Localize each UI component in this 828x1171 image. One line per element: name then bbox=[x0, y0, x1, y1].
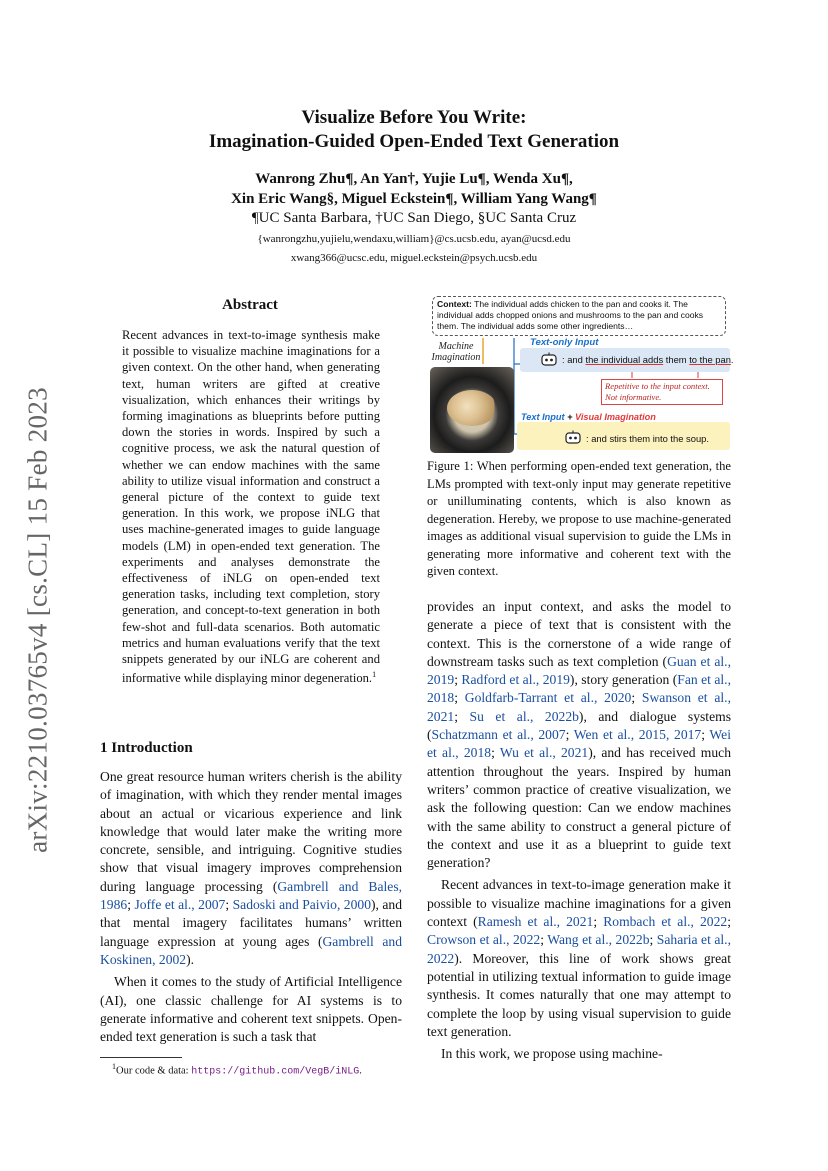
citation-link[interactable]: Su et al., 2022b bbox=[469, 708, 579, 724]
citation-link[interactable]: Schatzmann et al., 2007 bbox=[431, 727, 566, 743]
code-link[interactable]: https://github.com/VegB/iNLG bbox=[191, 1066, 360, 1078]
paragraph-text: ; bbox=[454, 708, 470, 724]
robot-icon bbox=[540, 352, 558, 366]
citation-link[interactable]: Sadoski and Paivio, 2000 bbox=[232, 897, 371, 913]
paragraph-text: ), and has received much attention throughout the years. Inspired by human writers’ common practice of creative visualization, we ask the following question: Can we endow machines with the same ability to construct a general picture of the context and use it as a blueprint to guide text generation? bbox=[427, 745, 732, 871]
footnote-rule bbox=[100, 1057, 182, 1058]
citation-link[interactable]: Gambrell and Koskinen, 2002 bbox=[100, 933, 402, 967]
citation-link[interactable]: Wang et al., 2022b bbox=[547, 932, 650, 948]
chicken-dish-image bbox=[447, 390, 497, 426]
paper-title-line1: Visualize Before You Write: bbox=[301, 107, 527, 128]
paragraph-text: One great resource human writers cherish is the ability of imagination, with which they render mental images about an actual or vicarious experience and link knowledge that would later make the writing more concrete, sensible, and intriguing. Cognitive studies show that visual imagery improves comprehension during language processing ( bbox=[100, 769, 402, 894]
citation-link[interactable]: Goldfarb-Tarrant et al., 2020 bbox=[464, 690, 632, 706]
emails-line1: {wanrongzhu,yujielu,wendaxu,william}@cs.ucsb.edu, ayan@ucsd.edu bbox=[257, 233, 571, 245]
paper-title-line2: Imagination-Guided Open-Ended Text Generation bbox=[208, 131, 620, 152]
footnote-text: Our code & data: bbox=[116, 1065, 192, 1077]
paragraph-text: ), story generation ( bbox=[569, 672, 678, 688]
citation-link[interactable]: Guan et al., 2019 bbox=[427, 653, 731, 688]
paragraph-text: ), and that mental imagery facilitates humans’ written language expression at young ages ( bbox=[100, 897, 403, 949]
affiliations: ¶UC Santa Barbara, †UC San Diego, §UC Santa Cruz bbox=[251, 210, 577, 226]
citation-link[interactable]: Ramesh et al., 2021 bbox=[477, 914, 594, 930]
paragraph-text: ), and dialogue systems ( bbox=[427, 708, 731, 743]
citation-link[interactable]: Fan et al., 2018 bbox=[427, 672, 731, 706]
intro-paragraph-5: In this work, we propose using machine- bbox=[441, 1046, 663, 1062]
paragraph-text: ). Moreover, this line of work shows great potential in utilizing textual information to guide image synthesis. It comes naturally that one may attempt to complete the loop by using visual supervision to guide text generation. bbox=[427, 950, 731, 1039]
text-only-input-label: Text-only Input bbox=[530, 337, 599, 348]
abstract-text: Recent advances in text-to-image synthesis make it possible to visualize machine imaginations for a given context. On the other hand, when generating text, human writers are gifted at creative visualization, which enhances their writings by forming imaginations as blueprints before putting down the stories in words. Inspired by such a cognitive process, we ask the natural question of whether we can endow machines with the same ability to utilize visual information and construct a general picture of the context to guide text generation. In this work, we propose iNLG that uses machine-generated images to guide language models (LM) in open-ended text generation. The experiments and analyses demonstrate the effectiveness of iNLG on open-ended text generation tasks, including text completion, story generation, and concept-to-text generation in both few-shot and full-data scenarios. Both automatic metrics and human evaluations verify that the text snippets generated by our iNLG are coherent and informative while displaying minor degeneration. bbox=[122, 328, 380, 686]
machine-imagination-label: Machine Imagination bbox=[431, 341, 481, 363]
footnote-mark: 1 bbox=[112, 1062, 116, 1071]
paragraph-text: provides an input context, and asks the model to generate a piece of text that is consistent with the context. This is the cornerstone of a wide range of downstream tasks such as text completion ( bbox=[427, 599, 731, 669]
text-visual-input-label: Text Input + Visual Imagination bbox=[521, 412, 656, 422]
footnote: $^1$Our code & data: https://github.com/VegB/iNLG. bbox=[112, 1062, 362, 1078]
context-label: Context: bbox=[437, 299, 472, 309]
citation-link[interactable]: Crowson et al., 2022 bbox=[427, 932, 541, 948]
abstract-heading: Abstract bbox=[222, 297, 278, 313]
emails-line2: xwang366@ucsc.edu, miguel.eckstein@psych.ucsb.edu bbox=[290, 252, 538, 264]
citation-link[interactable]: Saharia et al., 2022 bbox=[427, 932, 731, 966]
robot-icon bbox=[564, 430, 582, 444]
degeneration-note: Repetitive to the input context. Not informative. bbox=[601, 379, 723, 405]
left-column bbox=[100, 768, 402, 1046]
arxiv-identifier: arXiv:2210.03765v4 [cs.CL] 15 Feb 2023 bbox=[22, 387, 53, 853]
paragraph-text: ; bbox=[565, 727, 574, 743]
intro-paragraph-3 bbox=[427, 598, 731, 872]
paragraph-text: ; bbox=[127, 897, 135, 913]
paragraph-text: Recent advances in text-to-image generation make it possible to visualize machine imaginations for a given context ( bbox=[427, 877, 731, 930]
text-only-output: : and the individual adds them to the pan. bbox=[562, 354, 734, 365]
section-heading-introduction: 1 Introduction bbox=[100, 740, 193, 756]
citation-link[interactable]: Wu et al., 2021 bbox=[499, 745, 589, 761]
citation-link[interactable]: Gambrell and Bales, 1986 bbox=[100, 878, 403, 913]
figure-caption: Figure 1: When performing open-ended text generation, the LMs prompted with text-only input may generate repetitive or unilluminating contents, which is also known as degeneration. Hereby, we propose to use machine-generated images as additional visual supervision to guide the LMs in generating more informative and coherent text with the given context. bbox=[427, 459, 731, 578]
paragraph-text: ). bbox=[186, 951, 195, 967]
paragraph-text: ; bbox=[727, 914, 731, 930]
right-column bbox=[427, 598, 731, 1063]
intro-paragraph-2: When it comes to the study of Artificial Intelligence (AI), one classic challenge for AI systems is to generate informative and coherent text snippets. Open-ended text generation is such a task that bbox=[100, 974, 402, 1045]
citation-link[interactable]: Radford et al., 2019 bbox=[461, 672, 570, 688]
imagination-output: : and stirs them into the soup. bbox=[586, 433, 709, 444]
intro-paragraph-4 bbox=[427, 876, 731, 1041]
author-line1: Wanrong Zhu¶, An Yan†, Yujie Lu¶, Wenda Xu¶, bbox=[255, 171, 573, 187]
paragraph-text: ; bbox=[649, 932, 657, 948]
citation-link[interactable]: Joffe et al., 2007 bbox=[134, 897, 226, 913]
citation-link[interactable]: Wen et al., 2015, 2017 bbox=[573, 727, 702, 743]
context-text: The individual adds chicken to the pan and cooks it. The individual adds chopped onions and mushrooms to the pan and cooks them. The individual adds some other ingredients… bbox=[437, 299, 704, 332]
paragraph-text: ; bbox=[225, 897, 233, 913]
paragraph-text: ; bbox=[454, 690, 465, 706]
citation-link[interactable]: Swanson et al., 2021 bbox=[427, 690, 731, 724]
author-line2: Xin Eric Wang§, Miguel Eckstein¶, William Yang Wang¶ bbox=[231, 191, 597, 207]
paragraph-text: ; bbox=[454, 672, 462, 688]
paragraph-text: ; bbox=[593, 914, 604, 930]
abstract-footnote-mark: 1 bbox=[372, 670, 377, 680]
intro-paragraph-1 bbox=[100, 768, 402, 969]
paragraph-text: ; bbox=[491, 745, 500, 761]
paragraph-text: ; bbox=[631, 690, 642, 706]
citation-link[interactable]: Rombach et al., 2022 bbox=[603, 914, 728, 930]
abstract-body bbox=[122, 327, 380, 687]
paragraph-text: ; bbox=[540, 932, 548, 948]
citation-link[interactable]: Wei et al., 2018 bbox=[427, 727, 731, 761]
paragraph-text: ; bbox=[701, 727, 710, 743]
